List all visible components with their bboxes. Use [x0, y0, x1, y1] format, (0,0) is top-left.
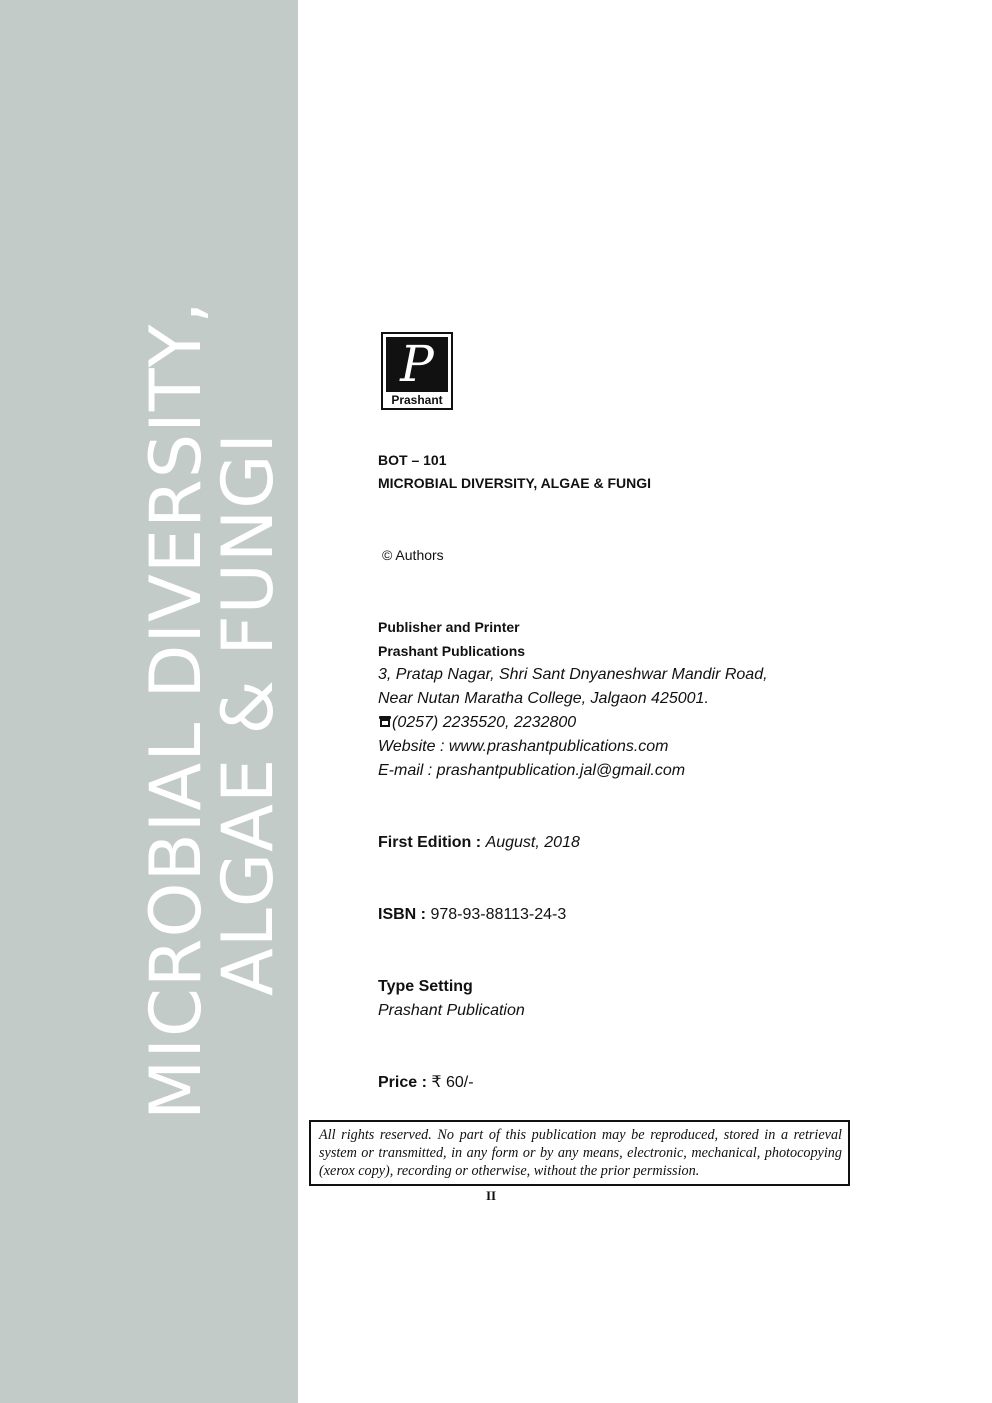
- isbn-label: ISBN :: [378, 906, 426, 923]
- typesetting-label: Type Setting: [378, 978, 473, 995]
- publisher-phone-text: (0257) 2235520, 2232800: [392, 714, 577, 731]
- edition-row: [378, 831, 580, 855]
- edition-value: August, 2018: [485, 834, 580, 851]
- logo-mark: P: [386, 337, 448, 392]
- publisher-phone: [378, 711, 576, 735]
- price-row: [378, 1071, 474, 1095]
- spine-title: [135, 240, 289, 1120]
- copyright-line: © Authors: [382, 547, 444, 563]
- publisher-address-line1: 3, Pratap Nagar, Shri Sant Dnyaneshwar Mandir Road,: [378, 666, 768, 683]
- publisher-logo: [381, 332, 453, 410]
- isbn-row: [378, 903, 566, 927]
- publisher-email: E-mail : prashantpublication.jal@gmail.com: [378, 762, 686, 779]
- spine-title-line1: MICROBIAL DIVERSITY,: [135, 300, 217, 1120]
- rights-notice: All rights reserved. No part of this publication may be reproduced, stored in a retrieval system or transmitted, in any form or by any means, electronic, mechanical, photocopying (xerox copy), recording or otherwise, without the prior permission.: [309, 1120, 850, 1186]
- isbn-value: 978-93-88113-24-3: [430, 906, 567, 923]
- spine-panel: [0, 0, 298, 1403]
- publisher-name: Prashant Publications: [378, 643, 526, 659]
- page-number: II: [486, 1188, 497, 1203]
- phone-icon: [378, 714, 392, 728]
- publisher-address-line2: Near Nutan Maratha College, Jalgaon 425001.: [378, 690, 709, 707]
- typesetting-value: Prashant Publication: [378, 1002, 525, 1019]
- publisher-website: Website : www.prashantpublications.com: [378, 738, 669, 755]
- price-label: Price :: [378, 1074, 427, 1091]
- spine-title-line2: ALGAE & FUNGI: [207, 431, 289, 996]
- book-code: BOT – 101: [378, 452, 447, 468]
- edition-label: First Edition :: [378, 834, 482, 851]
- price-value: ₹ 60/-: [431, 1074, 474, 1091]
- book-title: MICROBIAL DIVERSITY, ALGAE & FUNGI: [378, 475, 652, 491]
- logo-name: Prashant: [391, 393, 443, 407]
- publisher-heading: Publisher and Printer: [378, 619, 520, 635]
